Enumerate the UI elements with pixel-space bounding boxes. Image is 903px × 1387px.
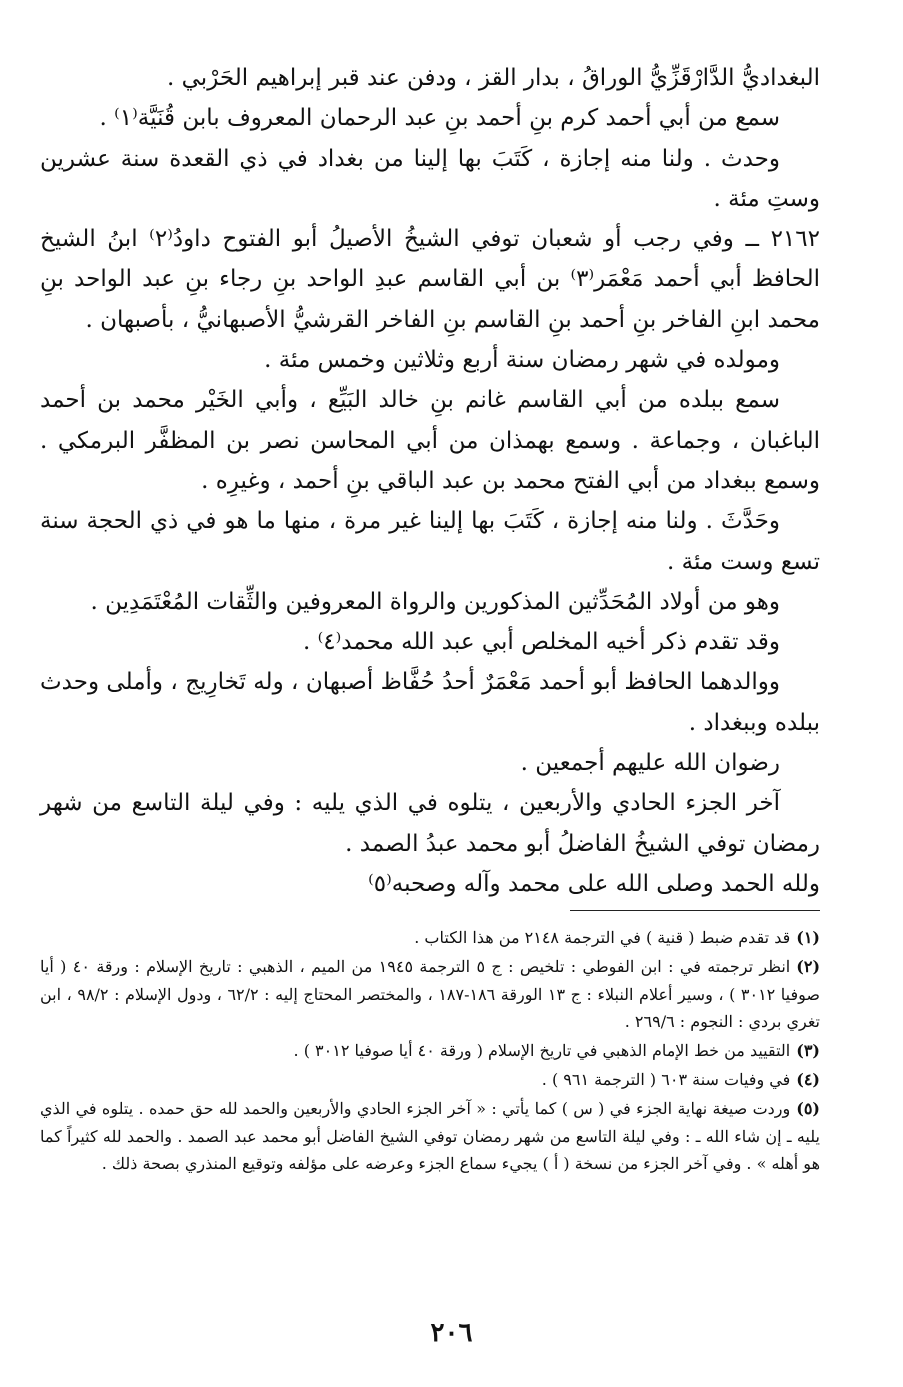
main-paragraph: ومولده في شهر رمضان سنة أربع وثلاثين وخمس مئة . [264,347,780,374]
main-paragraph: وهو من أولاد المُحَدِّثين المذكورين والرواة المعروفين والثِّقات المُعْتَمَدِين . [90,588,780,615]
main-paragraph: سمع ببلده من أبي القاسم غانم بنِ خالد البَيِّع ، وأبي الخَيْر محمد بن أحمد الباغبان ، وجماعة . وسمع بهمذان من أبي المحاسن نصر بن المظفَّر البرمكي . وسمع ببغداد من أبي الفتح محمد بن عبد الباقي بنِ أحمد ، وغيرِه . [40,387,820,494]
main-paragraph: وحدث . ولنا منه إجازة ، كَتَبَ بها إلينا من بغداد في ذي القعدة سنة عشرين وستِ مئة . [40,145,820,212]
main-paragraph: رضوان الله عليهم أجمعين . [520,750,780,777]
footnote-text: قد تقدم ضبط ( قنية ) في الترجمة ٢١٤٨ من هذا الكتاب . [414,928,791,948]
footnote-text: انظر ترجمته في : ابن الفوطي : تلخيص : ج ٥ الترجمة ١٩٤٥ من الميم ، الذهبي : تاريخ الإسلام : ورقة ٤٠ ( أيا صوفيا ٣٠١٢ ) ، وسير أعلام النبلاء : ج ١٣ الورقة ١٨٦-١٨٧ ، والمختصر المحتاج إليه : ٦٢/٢ ، ودول الإسلام : ٩٨/٢ ، ابن تغري بردي : النجوم : ٢٦٩/٦ . [40,957,821,1031]
footnote-number: (٤) [796,1070,820,1090]
footnote [40,1066,820,1093]
footnote [40,924,820,951]
footnote-text: في وفيات سنة ٦٠٣ ( الترجمة ٩٦١ ) . [541,1070,791,1090]
main-text [40,58,820,904]
entry-paragraph: ٢١٦٢ ــ وفي رجب أو شعبان توفي الشيخُ الأصيلُ أبو الفتوح داودُ⁽٢⁾ ابنُ الشيخ الحافظ أبي أحمد مَعْمَر⁽٣⁾ بن أبي القاسم عبدِ الواحد بنِ رجاء بنِ عبد الواحد بنِ محمد ابنِ الفاخر بنِ أحمد بنِ القاسم بنِ الفاخر القرشيُّ الأصبهانيُّ ، بأصبهان . [40,226,820,333]
footnote [40,1095,820,1177]
book-page [40,58,820,1358]
footnote-number: (٥) [796,1099,820,1119]
footnote [40,953,820,1035]
closing-line: ولله الحمد وصلى الله على محمد وآله وصحبه⁽٥⁾ [368,870,820,897]
footnote-number: (٣) [796,1041,820,1061]
footnote-number: (١) [796,928,820,948]
separator-line [570,910,820,911]
footnote-text: التقييد من خط الإمام الذهبي في تاريخ الإسلام ( ورقة ٤٠ أيا صوفيا ٣٠١٢ ) . [293,1041,791,1061]
footnote-separator [40,906,820,920]
footnote [40,1037,820,1064]
main-paragraph: آخر الجزء الحادي والأربعين ، يتلوه في الذي يليه : وفي ليلة التاسع من شهر رمضان توفي الشيخُ الفاضلُ أبو محمد عبدُ الصمد . [40,790,820,857]
footnote-number: (٢) [796,957,821,977]
main-paragraph: البغداديُّ الدَّارْقَزِّيُّ الوراقُ ، بدار القز ، ودفن عند قبر إبراهيم الحَرْبي . [167,65,820,91]
footnotes [40,924,820,1177]
page-number: ٢٠٦ [430,1318,473,1348]
main-paragraph: وحَدَّثَ . ولنا منه إجازة ، كَتَبَ بها إلينا غير مرة ، منها ما هو في ذي الحجة سنة تسع وست مئة . [40,508,820,575]
main-paragraph: وقد تقدم ذكر أخيه المخلص أبي عبد الله محمد⁽٤⁾ . [303,629,780,656]
main-paragraph: ووالدهما الحافظ أبو أحمد مَعْمَرٌ أحدُ حُفَّاظ أصبهان ، وله تَخارِيج ، وأملى وحدث ببلده وببغداد . [40,669,820,736]
footnote-text: وردت صيغة نهاية الجزء في ( س ) كما يأتي : « آخر الجزء الحادي والأربعين والحمد لله حق حمده . يتلوه في الذي يليه ـ إن شاء الله ـ : وفي ليلة التاسع من شهر رمضان توفي الشيخ الفاضل أبو محمد عبد الصمد . والحمد لله كثيراً كما هو أهله » . وفي آخر الجزء من نسخة ( أ ) يجيء سماع الجزء وعرضه على مؤلفه وتوقيع المنذري بصحة ذلك . [40,1099,820,1173]
main-paragraph: سمع من أبي أحمد كرم بنِ أحمد بنِ عبد الرحمان المعروف بابن قُنَيَّة⁽١⁾ . [99,105,780,132]
